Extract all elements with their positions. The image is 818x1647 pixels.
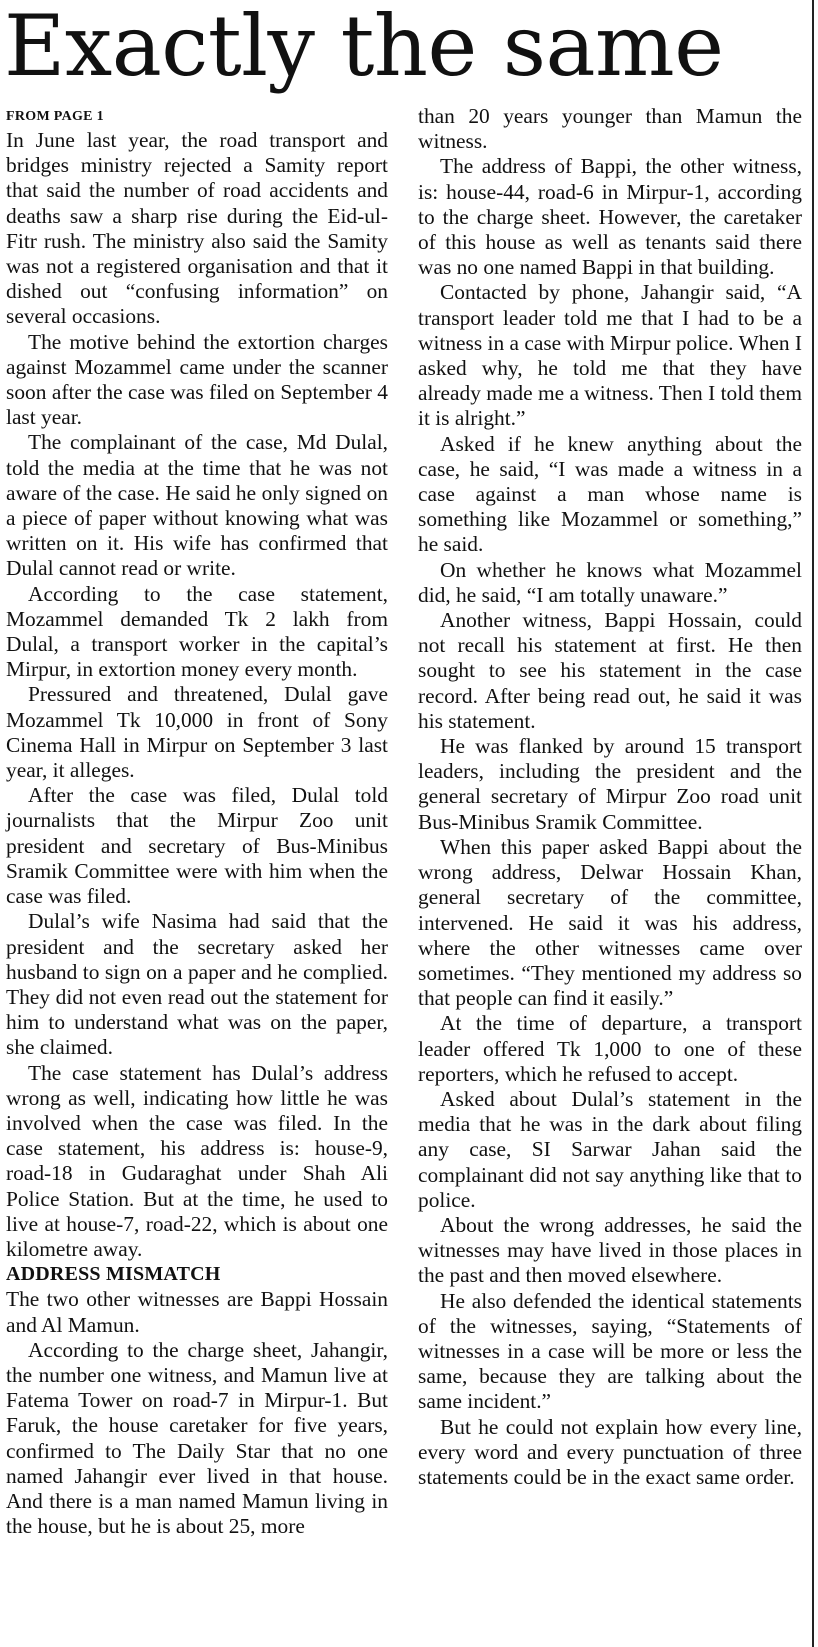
paragraph: He was flanked by around 15 transport leaders, including the president and the general secretary of Mirpur Zoo road unit Bus-Minibus Sramik Committee. [418, 734, 802, 834]
column-rule [812, 0, 814, 1647]
paragraph: The complainant of the case, Md Dulal, told the media at the time that he was not aware of the case. He said he only signed on a piece of paper without knowing what was written on it. His wife has confirmed that Dulal cannot read or write. [6, 430, 388, 581]
paragraph: He also defended the identical statements of the witnesses, saying, “Statements of witnesses in a case will be more or less the same, because they are talking about the same incident.” [418, 1288, 802, 1414]
paragraph: Asked if he knew anything about the case, he said, “I was made a witness in a case against a man whose name is something like Mozammel or something,” he said. [418, 431, 802, 557]
paragraph: The motive behind the extortion charges against Mozammel came under the scanner soon after the case was filed on September 4 last year. [6, 329, 388, 430]
paragraph: Asked about Dulal’s statement in the media that he was in the dark about filing any case, SI Sarwar Jahan said the complainant did not say anything like that to police. [418, 1086, 802, 1212]
paragraph: According to the charge sheet, Jahangir, the number one witness, and Mamun live at Fatema Tower on road-7 in Mirpur-1. But Faruk, the house caretaker for five years, confirmed to The Daily Star that no one named Jahangir ever lived in that house. And there is a man named Mamun living in the house, but he is about 25, more [6, 1337, 388, 1539]
paragraph: At the time of departure, a transport leader offered Tk 1,000 to one of these reporters, which he refused to accept. [418, 1011, 802, 1086]
paragraph: On whether he knows what Mozammel did, he said, “I am totally unaware.” [418, 557, 802, 607]
paragraph: Dulal’s wife Nasima had said that the president and the secretary asked her husband to sign on a paper and he complied. They did not even read out the statement for him to understand what was on the paper, she claimed. [6, 909, 388, 1060]
paragraph: According to the case statement, Mozammel demanded Tk 2 lakh from Dulal, a transport worker in the capital’s Mirpur, in extortion money every month. [6, 581, 388, 682]
paragraph: When this paper asked Bappi about the wrong address, Delwar Hossain Khan, general secretary of the committee, intervened. He said it was his address, where the other witnesses came over sometimes. “They mentioned my address so that people can find it easily.” [418, 834, 802, 1011]
paragraph: After the case was filed, Dulal told journalists that the Mirpur Zoo unit president and secretary of Bus-Minibus Sramik Committee were with him when the case was filed. [6, 783, 388, 909]
kicker: FROM PAGE 1 [6, 109, 104, 124]
paragraph: The address of Bappi, the other witness, is: house-44, road-6 in Mirpur-1, according to the charge sheet. However, the caretaker of this house as well as tenants said there was no one named Bappi in that building. [418, 154, 802, 280]
paragraph: About the wrong addresses, he said the witnesses may have lived in those places in the past and then moved elsewhere. [418, 1212, 802, 1288]
paragraph: The two other witnesses are Bappi Hossain and Al Mamun. [6, 1287, 388, 1337]
column-left [6, 104, 388, 1539]
paragraph: But he could not explain how every line, every word and every punctuation of three statements could be in the exact same order. [418, 1414, 802, 1489]
paragraph: Another witness, Bappi Hossain, could not recall his statement at first. He then sought to see his statement in the case record. After being read out, he said it was his statement. [418, 608, 802, 733]
paragraph: Contacted by phone, Jahangir said, “A transport leader told me that I had to be a witness in a case with Mirpur police. When I asked why, he told me that they have already made me a witness. Then I told them it is alright.” [418, 280, 802, 431]
paragraph: than 20 years younger than Mamun the witness. [418, 104, 802, 154]
paragraph: Pressured and threatened, Dulal gave Mozammel Tk 10,000 in front of Sony Cinema Hall in Mirpur on September 3 last year, it alleges. [6, 682, 388, 783]
subhead: ADDRESS MISMATCH [6, 1263, 221, 1286]
paragraph: The case statement has Dulal’s address wrong as well, indicating how little he was involved when the case was filed. In the case statement, his address is: house-9, road-18 in Gudaraghat under Shah Ali Police Station. But at the time, he used to live at house-7, road-22, which is about one kilometre away. [6, 1060, 388, 1261]
paragraph: In June last year, the road transport and bridges ministry rejected a Samity report that said the number of road accidents and deaths saw a sharp rise during the Eid-ul-Fitr rush. The ministry also said the Samity was not a registered organisation and that it dished out “confusing information” on several occasions. [6, 128, 388, 329]
headline: Exactly the same [4, 0, 724, 95]
column-right [418, 104, 802, 1490]
